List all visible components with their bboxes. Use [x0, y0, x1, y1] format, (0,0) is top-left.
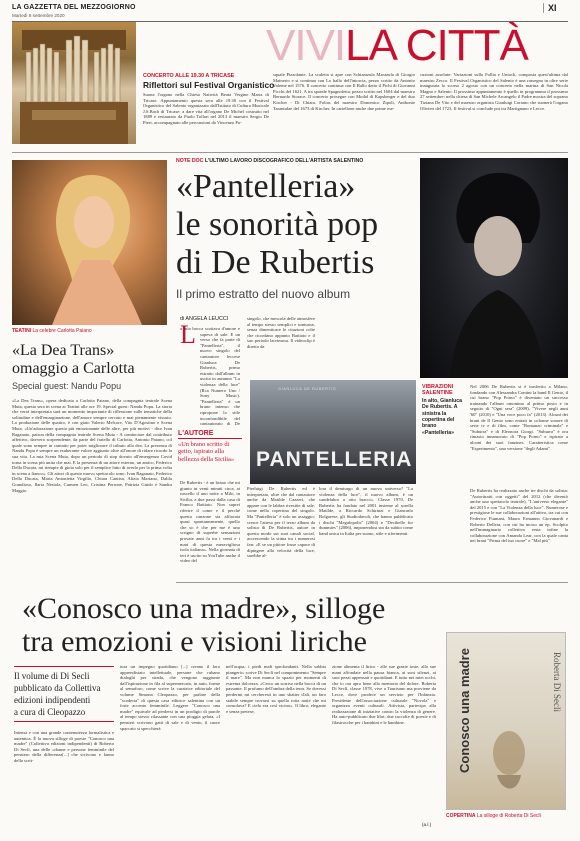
teatini-title-2: omaggio a Carlotta: [12, 360, 135, 377]
book-caption: [446, 813, 541, 819]
teatini-caption-text: La celebre Carlotta Paiano: [32, 328, 92, 334]
book-caption-tag: COPERTINA: [446, 813, 476, 819]
section-citta: LA CITTÀ: [345, 21, 528, 70]
lead-kicker-text: L'ULTIMO LAVORO DISCOGRAFICO DELL'ARTISTA SALENTINO: [204, 158, 364, 164]
lead-byline: di ANGELA LEUCCI: [180, 316, 229, 322]
silloge-sidebar-4: a cura di Cleopazzo: [14, 707, 86, 717]
teatini-body: «La Dea Trans», opera dedicata a Carlotta Paiano, della compagnia teatrale Scena Muta, questa sera in scena ai Teatini alle ore 19. Special guest: Nandu Popu. La storia che verrà interpretata sarà un momento importante di riflessione sulle tematiche della solitudine e dell'emarginazione, dell'amore sempre cercato e mai pienamente vissuto. La produzione delle quattro, è con giato Valerio Melcore, Vito D'Agostino e Scena Muta. «Un'adorazione questa più emozionante delle altre, per più motivi - dice Ivan Raganato, patron della compagnia teatrale Scena Muta - A cominciare dal contributo affettivo, davvero sorprendente, da parte del fratello di Carlotta, Antonio Paiano, col quale sono sempre in contatto per poter migliorare il tributo alla dea. La presenza di Nandu Popu è sempre un esuberante valore aggiunto oltre all'onore di ridare ricordo la sua vita. La mia Scena Muta, dopo un periodo di stop dovuto all'emergenza Covid torna in scena più unita che mai. E la presenza di un attore esterno, un amico, Federico Della Ducata, mi riempie di gioia solo per il semplice fatto di averlo per la prima volta in scena a fianco». Gli attori di questo nuovo spettacolo sono: Ivan Raganato, Federico Della Ducata, Maria Antonietta Virgilio, Chiara Cantisa, Alizia Mariano, Dalila Grandioso, Ilaria Nestola, Carmen Leo, Cristina Perrone, Patrizia Guido e Sandra Maggio.: [12, 398, 172, 493]
silloge-col-1: Intensa e con una grande contenutezza formalistica e autentica. È la nuova silloge di poesie "Conosco una madre" (Collettiva edizioni indipendenti) di Roberto Di Seclì, una delle «donne e persone femminile del pensiero della differenza[...] che scrivono e fanno della scrit-: [14, 730, 114, 763]
lead-col-3: Pierluigi De Rubertis ed è interpretato, oltre che dal cantautore anche da Matilde Cazzeri, che appare con le labbra rivestite di sale, come nella copertina del singolo. Ma "Pantelleria" è solo un assaggio: cresce l'attesa per il terzo album da solista di De Rubertis, autore in questo modo sui suoi canali social, accrescendo la stima tra i numerosi fan: «E se un pittore fosse capace di dipingere alla velocità della luce, sarebbe al-: [247, 486, 315, 559]
silloge-col-4: zione alimenta il lirico - alle sue grazie toste, allo sue mani affondate nella pausa bianca, ai suoi silenzi, ai suoi pezzi appensati e quotidiani. E tutto nei miei occhi, che io ora apro bene alla memoria del dolore. Roberta Di Seclì, classe 1978, vive a Taurisano ma proviene da Lecce, dove prodece un servizio per l'Infanzia. Presidente dell'associazione culturale "Novola" e organizza eventi culturali. Attivista, partecipa alla realizzazione di iniziative contro la violenza di genere. Ha auto-pubblicato due libri, due raccolte di poesie e di filastrocche per i bambini e le bambine.: [332, 664, 436, 725]
lead-col-1b: De Rubertis - è un brano che mi giunto in venti minuti circa, ai ruscello il uno notte a Milo, in Sicilia, a due passi dalla casa di Franco Battiato. Non saprei riferire il come e il perché questa canzone sia affiorata quasi spontaneamente, quello che so è che per me è uno scrigno di superbe sensazioni provate anni fa tra i venti e i mari di questa meravigliosa isola italiana». Nella giornata di ieri è uscito su YouTube anche il video del: [180, 480, 240, 564]
middle-rule: [176, 582, 568, 583]
derubertis-portrait-illustration: [420, 158, 568, 378]
lead-col-5b: De Rubertis ha realizzato anche tre dischi da solista: "Autoritratti con oggetti" del 2012 (che diventò anche uno spettacolo teatrale), "L'universo elegante" del 2015 e con "La Violenza della luce". Numerose e prestigiose le sue collaborazioni all'attivo, tra cui con Federico Fiumani, Mauro Ermanno Giovanardi e Roberto Dellera, con cui ha inciso un ep. Scolpito nell'immaginario collettivo resta infine la collaborazione con Amanda Lear, con la quale canta nei brani "Prima del tuo cuore" e "Mal più".: [470, 488, 568, 544]
vibrazioni-title: VIBRAZIONI SALENTINE: [422, 384, 454, 397]
organ-pipes-illustration: [12, 22, 136, 144]
lead-col-2: singolo, che mescola delle atmosfere al tempo stesso semplici e sontuose, senza dimenticare le citazioni colte che ricordano appunto Battiato e il suo periodo lacrimosa. Il videoclip è diretto da: [247, 316, 315, 349]
masthead: LA GAZZETTA DEL MEZZOGIORNO: [12, 4, 136, 11]
book-cover-illustration: [447, 633, 566, 810]
lead-title-1: «Pantelleria»: [176, 168, 356, 205]
lead-subtitle: Il primo estratto del nuovo album: [176, 287, 351, 301]
teatini-caption-tag: TEATINI: [12, 328, 32, 334]
concert-col-3: cuzioni assolute: Variazioni sulla Follia e Untock, composta quest'ultima dal maestro Zecco. Il Festival Organistico del Salento è una rassegna in oltre serie inaugurata lo scorso 2 agosto con un concerto nella marina di San Nicola Magno e Salento. Il prossimo appuntamento è quello in programma il prossimo 27 settembre: nella chiesa di San Michele Arcangelo il Padre mostra del soprano Tiziana De Vito e del maestro organista Gianluigi Coriano che suonerà l'organo Olivieri del 1723. Il festival si conclude poi tra Martignano e Lecce.: [420, 72, 568, 111]
concert-kicker: CONCERTO ALLE 19.30 A TRICASE: [143, 73, 235, 79]
concert-col-1: Suona l'organo nella Chiesa Natività Beata Vergine Maria di Tricase. Appuntamento questa sera alle 19.30 con il Festival Organistico del Salento organizzato dall'Istituto di Cultura Musicale J.S.Bach di Tricase: a dare vita all'organo De Michel costruito nel 1889 e restaurato da Paolo Tollari nel 2013 il maestro Sergio De Pieri, accompagnato alle percussioni da Vincenzo Pa-: [143, 92, 269, 125]
silloge-signature: (a.l.): [422, 822, 432, 827]
lead-col-5: Nel 2006 De Rubertis si è trasferito a Milano, fondando con Alessandra Contini la band Il Genio, il cui brano "Pop Porno" è diventato un successo trainando l'album omonimo al primo posto e in seguito di "Ogni sera" (2009), "Vivere negli anni '60" (2010) e "Una voce poco fa" (2013). Alcuni dei brani de Il Genio sono entrati in colonne sonore di serie tv e di film, come "Romanzo criminale" e "Suburra" e di Eleonora Giorgi. "Suburra" è ora rimasto innamorato di "Pop Porno" e ispirato a alcuni dei suoi fanzines. Caratteristica come "Esperimento", una versione "degli Adami".: [470, 384, 568, 451]
lead-title-3: di De Rubertis: [176, 244, 375, 281]
author-quote-label: L'AUTORE: [178, 430, 242, 439]
book-cover-title: Conosco una madre: [457, 648, 472, 773]
silloge-col-2: tura un impegno quotidiano [...] creano il loro apprendistato intellettuale, persone che rubano dialoghi per strada, che vengono raggiunte dall'ispirazione in fila al supermercato, in auto, forme al semaforo, come scrive la curatrice editoriale del volume Simona Cleopazzo, per parlare della "scoderia" di questa casa editrice salentina con un forte accento femminile. Leggere "Conosco una madre" equivale ad perdersi in un prodigio di parole al tempo stesso rilassante con una pioggia gelata, «I pensieri scrivono gatti di sale e di vento, il cuore spaccato si specchierà: [120, 664, 220, 731]
teatini-subtitle: Special guest: Nandu Popu: [12, 381, 122, 391]
cover-album-title: PANTELLERIA: [256, 448, 413, 471]
lead-dropcap: L: [180, 320, 196, 349]
section-title: [266, 22, 568, 70]
silloge-col-3: nell'acqua, i piedi nudi sprofondanti. Nella sabbia piangerò» scrive Di Seclì nel componimento "Sempre il mare". Ma non manca lo spazio per momenti di estrema dolcezza. «Cerco un sorriso nella bocca di un passante. Il profumo dell'ombra della terra. Se dovessi perdermi mi cercheresti in uno sbatter d'ali, un faro stabile sempre trovarsi su quella rotta notte che mi consolava? E cielo era così vicino». Il libro, elegante e senza pretese,: [226, 664, 326, 714]
organ-photo: [12, 22, 136, 144]
book-cover-author: Roberta Di Seclì: [552, 652, 562, 712]
page-number: XI: [543, 3, 557, 13]
teatini-caption: [12, 328, 92, 334]
cover-artist-name: GIANLUCA DE RUBERTIS: [278, 386, 337, 391]
lead-kicker: [176, 158, 363, 164]
silloge-title-2: tra emozioni e visioni liriche: [22, 625, 367, 658]
teatini-title-1: «La Dea Trans»: [12, 342, 115, 359]
section-vivi: VIVI: [266, 21, 346, 70]
lead-col-4: lora il demiurgo di un nuovo universo? "La violenza della luce", il nuovo album, è un candelabro a otto bracci». Classe 1970, De Rubertis ha fondato nel 2001 insieme al sorella Matilde, a Riccardo Schirinzi e Giancarlo Bolgarese, gli Studiodavoli, che hanno pubblicato i dischi "Megalopolis" (2004) e "Decibelle for dummies" (2006), imponendosi sin da subito come band unica in Italia per suono, stile e riferimenti.: [319, 486, 413, 536]
concert-col-2: squale Pizzolante. La scaletta si apre con Schiarazula Marazula di Giorgio Mainerio e si continua con Lo ballo dell'intorcia, pezzo scritto da Antonio Valente nel 1576. Il concerto continua con Il Ballo detto il Pichi di Giovanni Picchi del 1621. A tra sponde Spagnoletta, pezzo scritto nel 1604 dal maestro Bernardo Storace. Il concerto prosegue con Modal di Kapsberger e del duo Kircher - Di Chiara. Folias del maestro Domenico Zipoli, Anthonie Tarantulae del 1673 di Kircher. In cartellone anche due prime ese-: [273, 72, 415, 111]
carlotta-photo: [12, 160, 167, 325]
issue-date: Martedì 8 settembre 2020: [12, 13, 65, 18]
author-quote-box: [178, 430, 242, 478]
carlotta-portrait-illustration: [12, 160, 167, 325]
silloge-sidebar-1: Il volume di Di Secli: [14, 671, 90, 681]
silloge-title-1: «Conosco una madre», silloge: [22, 592, 386, 625]
lead-col-1: a mia bocca scottava d'amore e sapeva di sale. E un verso che fa parte di "Pantelleria", il nuovo singolo del cantautore leccese Gianluca De Rubertis, primo estratto dall'album in uscita in autunno "La violenza della luce" (Rca Numero Uno / Sony Music). "Pantelleria" è un brano intenso che ripropone lo stile inconfondibile del cantautorato di De: [180, 326, 240, 426]
derubertis-photo: [420, 158, 568, 378]
lead-kicker-tag: NOTE DOC: [176, 158, 204, 164]
silloge-sidebar-3: edizioni indipendenti: [14, 695, 91, 705]
book-cover: [446, 632, 566, 810]
concert-rule: [12, 152, 568, 153]
vibrazioni-text: In alto, Gianluca De Rubertis. A sinistra la copertina del brano «Pantelleria»: [422, 397, 463, 436]
author-quote-text: «Un brano scritto di getto, ispirato alla bellezza della Sicilia»: [178, 441, 235, 463]
silloge-sidebar-2: pubblicato da Collettiva: [14, 683, 101, 693]
lead-title-2: le sonorità pop: [176, 206, 379, 243]
vibrazioni-caption: [422, 384, 466, 436]
book-caption-text: La silloge di Roberta Di Seclì: [476, 813, 542, 819]
silloge-sidebar: [14, 666, 114, 722]
pantelleria-cover: [250, 380, 416, 484]
concert-title: Riflettori sul Festival Organistico: [143, 80, 275, 90]
